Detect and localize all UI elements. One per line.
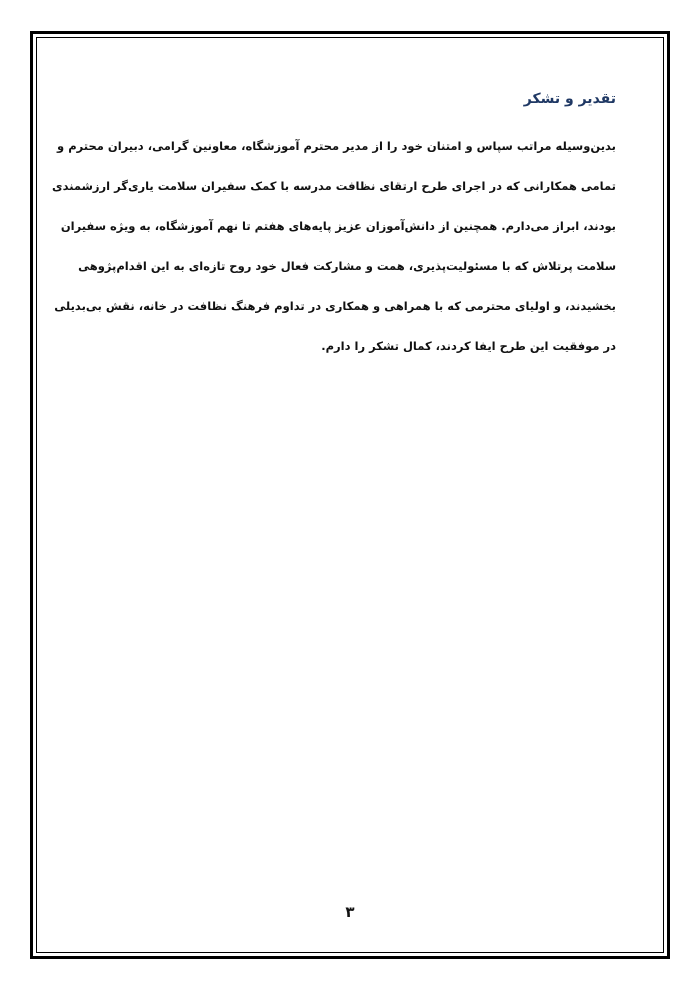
section-heading: تقدیر و تشکر bbox=[523, 91, 616, 107]
paragraph-line: تمامی همکارانی که در اجرای طرح ارتقای نظافت مدرسه با کمک سفیران سلامت یاری‌گر ارزشمندی bbox=[52, 179, 616, 193]
paragraph-line: بخشیدند، و اولیای محترمی که با همراهی و همکاری در تداوم فرهنگ نظافت در خانه، نقش بی‌بدیلی bbox=[54, 299, 616, 313]
paragraph-line: بودند، ابراز می‌دارم. همچنین از دانش‌آموزان عزیز پایه‌های هفتم تا نهم آموزشگاه، به ویژه سفیران bbox=[60, 219, 616, 233]
paragraph-line: در موفقیت این طرح ایفا کردند، کمال تشکر را دارم. bbox=[321, 339, 616, 353]
paragraph-line: بدین‌وسیله مراتب سپاس و امتنان خود را از مدیر محترم آموزشگاه، معاونین گرامی، دبیران محترم و bbox=[57, 139, 616, 153]
acknowledgement-paragraph bbox=[52, 133, 616, 373]
page-number: ۳ bbox=[345, 903, 355, 921]
paragraph-line: سلامت پرتلاش که با مسئولیت‌پذیری، همت و مشارکت فعال خود روح تازه‌ای به این اقدام‌پژوهی bbox=[78, 259, 616, 273]
acknowledgement-section bbox=[52, 85, 616, 373]
